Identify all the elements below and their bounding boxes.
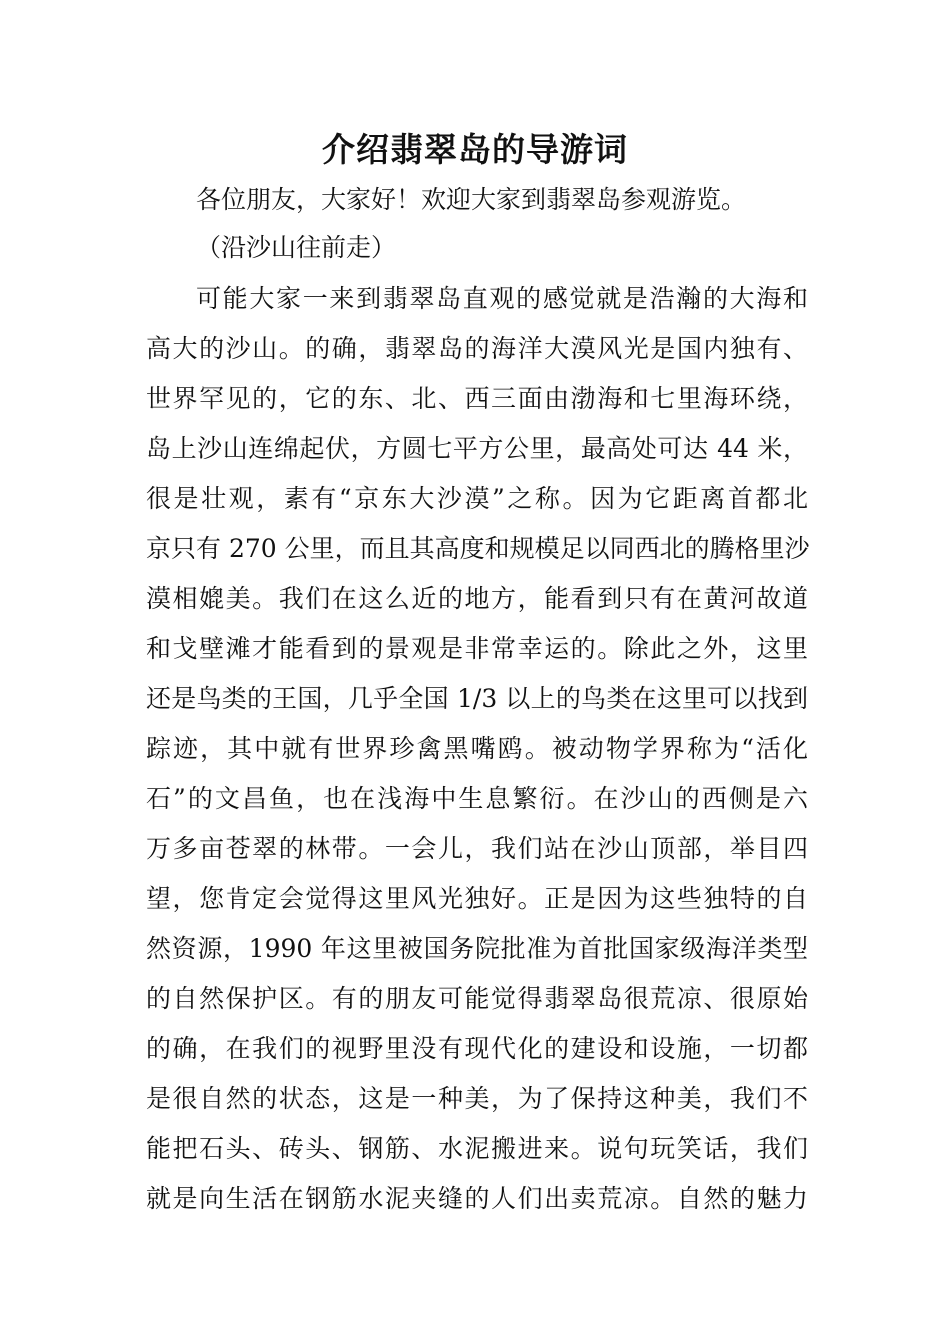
body-line: 漠相媲美。我们在这么近的地方，能看到只有在黄河故道 [146, 584, 808, 613]
body-line: 能把石头、砖头、钢筋、水泥搬进来。说句玩笑话，我们 [146, 1134, 808, 1163]
body-line: 的确，在我们的视野里没有现代化的建设和设施，一切都 [146, 1034, 808, 1063]
body-line: 和戈壁滩才能看到的景观是非常幸运的。除此之外，这里 [146, 634, 808, 663]
body-line: 万多亩苍翠的林带。一会儿，我们站在沙山顶部，举目四 [146, 834, 808, 863]
body-line: 岛上沙山连绵起伏，方圆七平方公里，最高处可达 44 米， [146, 434, 808, 463]
body-line: 可能大家一来到翡翠岛直观的感觉就是浩瀚的大海和 [196, 284, 808, 313]
body-line: 还是鸟类的王国，几乎全国 1/3 以上的鸟类在这里可以找到 [146, 684, 808, 713]
body-line: 高大的沙山。的确，翡翠岛的海洋大漠风光是国内独有、 [146, 334, 808, 363]
body-line: 的自然保护区。有的朋友可能觉得翡翠岛很荒凉、很原始 [146, 984, 808, 1013]
body-line: 然资源，1990 年这里被国务院批准为首批国家级海洋类型 [146, 934, 808, 963]
body-line: 望，您肯定会觉得这里风光独好。正是因为这些独特的自 [146, 884, 808, 913]
body-line: 很是壮观，素有“京东大沙漠”之称。因为它距离首都北 [146, 484, 808, 513]
stage-direction: （沿沙山往前走） [196, 233, 397, 262]
greeting-paragraph: 各位朋友，大家好！欢迎大家到翡翠岛参观游览。 [196, 185, 747, 214]
body-line: 石”的文昌鱼，也在浅海中生息繁衍。在沙山的西侧是六 [146, 784, 808, 813]
body-line: 世界罕见的，它的东、北、西三面由渤海和七里海环绕， [146, 384, 808, 413]
document-title: 介绍翡翠岛的导游词 [322, 130, 628, 169]
body-line: 踪迹，其中就有世界珍禽黑嘴鸥。被动物学界称为“活化 [146, 734, 808, 763]
body-line: 是很自然的状态，这是一种美，为了保持这种美，我们不 [146, 1084, 808, 1113]
body-line: 就是向生活在钢筋水泥夹缝的人们出卖荒凉。自然的魅力 [146, 1184, 808, 1213]
body-line: 京只有 270 公里，而且其高度和规模足以同西北的腾格里沙 [146, 534, 810, 563]
